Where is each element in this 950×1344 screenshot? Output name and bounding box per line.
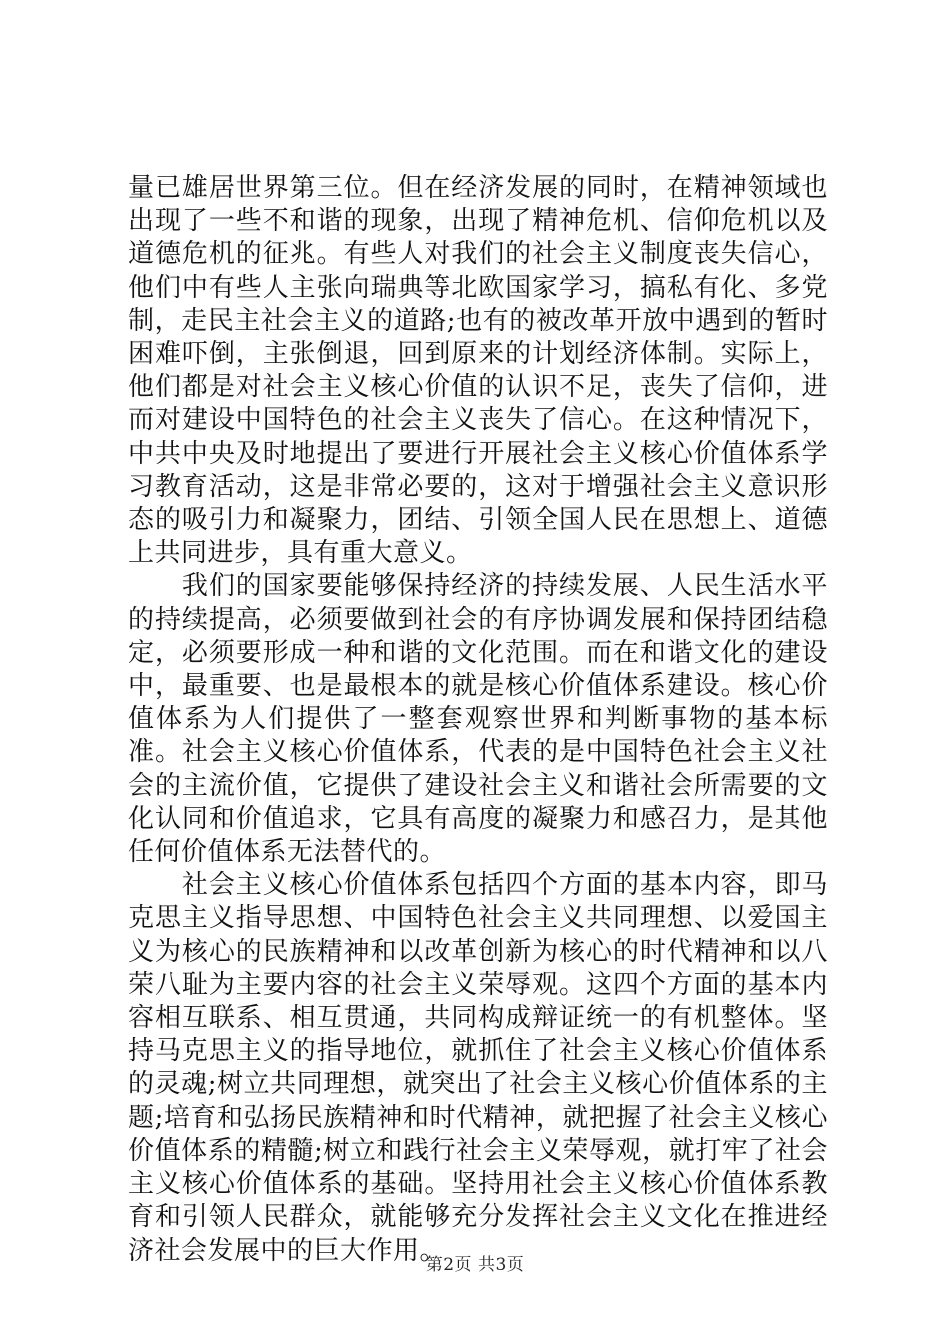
document-body xyxy=(128,172,828,1268)
page-number-footer: 第2页 共3页 xyxy=(425,1255,525,1275)
paragraph: 社会主义核心价值体系包括四个方面的基本内容，即马克思主义指导思想、中国特色社会主义共同理想、以爱国主义为核心的民族精神和以改革创新为核心的时代精神和以八荣八耻为主要内容的社会主义荣辱观。这四个方面的基本内容相互联系、相互贯通，共同构成辩证统一的有机整体。坚持马克思主义的指导地位，就抓住了社会主义核心价值体系的灵魂;树立共同理想，就突出了社会主义核心价值体系的主题;培育和弘扬民族精神和时代精神，就把握了社会主义核心价值体系的精髓;树立和践行社会主义荣辱观，就打牢了社会主义核心价值体系的基础。坚持用社会主义核心价值体系教育和引领人民群众，就能够充分发挥社会主义文化在推进经济社会发展中的巨大作用。 xyxy=(128,870,828,1266)
paragraph: 量已雄居世界第三位。但在经济发展的同时，在精神领域也出现了一些不和谐的现象，出现了精神危机、信仰危机以及道德危机的征兆。有些人对我们的社会主义制度丧失信心，他们中有些人主张向瑞典等北欧国家学习，搞私有化、多党制，走民主社会主义的道路;也有的被改革开放中遇到的暂时困难吓倒，主张倒退，回到原来的计划经济体制。实际上，他们都是对社会主义核心价值的认识不足，丧失了信仰，进而对建设中国特色的社会主义丧失了信心。在这种情况下，中共中央及时地提出了要进行开展社会主义核心价值体系学习教育活动，这是非常必要的，这对于增强社会主义意识形态的吸引力和凝聚力，团结、引领全国人民在思想上、道德上共同进步，具有重大意义。 xyxy=(128,173,828,569)
paragraph: 我们的国家要能够保持经济的持续发展、人民生活水平的持续提高，必须要做到社会的有序协调发展和保持团结稳定，必须要形成一种和谐的文化范围。而在和谐文化的建设中，最重要、也是最根本的就是核心价值体系建设。核心价值体系为人们提供了一整套观察世界和判断事物的基本标准。社会主义核心价值体系，代表的是中国特色社会主义社会的主流价值，它提供了建设社会主义和谐社会所需要的文化认同和价值追求，它具有高度的凝聚力和感召力，是其他任何价值体系无法替代的。 xyxy=(128,571,828,868)
